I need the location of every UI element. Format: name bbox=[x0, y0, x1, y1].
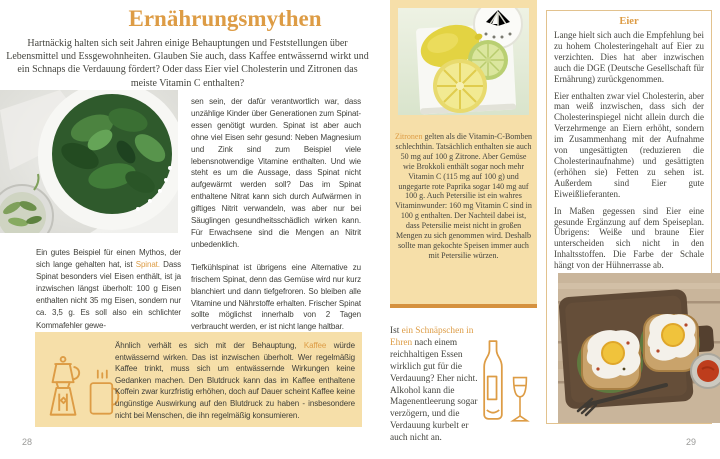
column1-text bbox=[36, 247, 181, 332]
text-run: nach einem reichhaltigen Essen wirklich gut für die Verdauung? Eher nicht. Alkohol kann die Magenentleerung sogar verzögern, und die Verdauung kurbelt er auch nicht an. bbox=[390, 337, 478, 444]
zitronen-box-text bbox=[394, 132, 533, 261]
zitronen-info-box bbox=[390, 0, 537, 308]
spinach-photo bbox=[0, 90, 178, 233]
kaffee-info-box bbox=[35, 332, 362, 427]
schnaps-text bbox=[390, 326, 487, 445]
eggs-photo-illustration bbox=[558, 273, 720, 423]
eier-paragraph2: Eier enthalten zwar viel Cholesterin, aber man weiß inzwischen, dass sich der Cholesterinspiegel nicht allein durch die Verzehrmenge an Eiern erhöht, sondern im Zusammenhang mit der Aufnahme von ungesättigten (reduzieren die Cholesterinaufnahme) und gesättigten (erhöhen sie) Fetten zu sehen ist. Außerdem sind Eier gute Eiweißlieferanten. bbox=[554, 90, 704, 199]
toast-with-egg-right bbox=[640, 314, 700, 371]
text-run: Ein gutes Beispiel für einen Mythos, der sich lange gehalten hat, ist bbox=[36, 248, 181, 270]
column2-text bbox=[191, 96, 361, 333]
highlight-spinat: Spinat. bbox=[135, 260, 160, 270]
text-run: würde entwässernd wirken. Das ist inzwischen überholt. Wer regelmäßig Kaffee trinkt, muss sich um entwässernde Wirkungen keine Gedanken machen. Den Blutdruck kann das im Kaffee enthaltene Koffein zwar kurzfristig erhöhen, doch auf Dauer scheint Kaffee keine ungünstige Auswirkung auf den Blutdruck zu haben - insbesondere nicht bei Menschen, die ihn regelmäßig konsumieren. bbox=[115, 341, 355, 420]
text-run: Ist bbox=[390, 326, 402, 336]
page-number-left: 28 bbox=[22, 437, 33, 447]
page-number-right: 29 bbox=[686, 437, 697, 447]
highlight-schnaps: ein Schnäpschen in Ehren bbox=[390, 326, 474, 348]
column2-paragraph1: sen sein, der dafür verantwortlich war, dass unzählige Kinder über Generationen zum Spinat-essen genötigt wurden. Spinat ist aber auch ohne viel Eisen sehr gesund: Neben Magnesium und Zink sind zum Beispiel viele lebensnotwendige Vitamine enthalten. Und wie steht es um die Aussage, dass Spinat nicht aufgewärmt werden soll? Das im Spinat enthaltene Nitrat kann sich durch Aufwärmen in giftiges Nitrit verwandeln, was aber nur bei Säuglingen gesundheitsschädlich wirken kann. Für Erwachsene sind die Mengen an Nitrit unbedenklich. bbox=[191, 97, 361, 249]
wine-bottle-icon bbox=[478, 336, 508, 424]
eier-panel-title: Eier bbox=[619, 16, 639, 27]
text-run: Ähnlich verhält es sich mit der Behauptung, bbox=[115, 341, 304, 350]
wine-glass-icon bbox=[508, 376, 532, 424]
text-run: gelten als die Vitamin-C-Bomben schlechthin. Tatsächlich enthalten sie auch 50 mg auf 100 g Zitrone. Aber Gemüse wie Brokkoli enthält sogar noch mehr Vitamin C (115 mg auf 100 g) und ungegarte rote Paprika sogar 140 mg auf 100 g. Auch Petersilie ist ein wahres Vitaminwunder: 160 mg Vitamin C sind in 100 g enthalten. Der Nachteil dabei ist, dass Petersilie meist nicht in großen Mengen zu sich genommen wird. Deshalb sollte man gekochte Speisen immer auch mit Petersilie würzen. bbox=[395, 132, 533, 260]
highlight-kaffee: Kaffee bbox=[303, 341, 327, 350]
highlight-zitronen: Zitronen bbox=[394, 132, 423, 141]
paprika-bowl bbox=[691, 354, 720, 388]
toast-with-egg-left bbox=[577, 330, 643, 393]
intro-paragraph: Hartnäckig halten sich seit Jahren einige Behauptungen und Feststellungen über Lebensmittel und Essgewohnheiten. Glauben Sie auch, dass Kaffee entwässernd wirkt und ein Schnaps die Verdauung fördert? Oder dass Eier viel Cholesterin und Zitronen das meiste Vitamin C enthalten? bbox=[6, 38, 369, 89]
lemon-half bbox=[433, 59, 487, 113]
lemon-photo bbox=[398, 8, 529, 115]
eier-paragraph1: Lange hielt sich auch die Empfehlung bei zu hohem Cholesteringehalt auf Eier zu verzichten. Dies hat aber inzwischen auch die DGE (Deutsche Gesellschaft für Ernährung) zurückgenommen. bbox=[554, 30, 704, 84]
text-run: Dass Spinat besonders viel Eisen enthält, ist ja inzwischen längst überholt: 100 g Eisen enthalten nicht 35 mg Eisen, sondern nur ca. 3,5 g. Es soll also ein schlichter Kommafehler gewe- bbox=[36, 260, 181, 330]
spinach-photo-illustration bbox=[0, 90, 178, 233]
eier-paragraph3: In Maßen gegessen sind Eier eine gesunde Ergänzung auf dem Speiseplan. Übrigens: Weiße und braune Eier unterscheiden sich nicht in den Inhaltsstoffen. Die Farbe der Schale hängt von der Hühnerrasse ab. bbox=[554, 205, 704, 271]
column2-paragraph2: Tiefkühlspinat ist übrigens eine Alternative zu frischem Spinat, denn das Gemüse wird nur kurz blanchiert und dann tiefgefroren. So bleiben alle Vitamine und Nährstoffe erhalten. Frischer Spinat sollte möglichst innerhalb von 2 Tagen verbraucht werden, er ist nicht lange haltbar. bbox=[191, 262, 362, 332]
lemon-photo-illustration bbox=[398, 8, 529, 115]
moka-pot-icon bbox=[43, 355, 85, 419]
eggs-photo bbox=[558, 273, 720, 423]
page-title: Ernährungsmythen bbox=[128, 6, 322, 31]
kaffee-box-text bbox=[115, 340, 355, 421]
